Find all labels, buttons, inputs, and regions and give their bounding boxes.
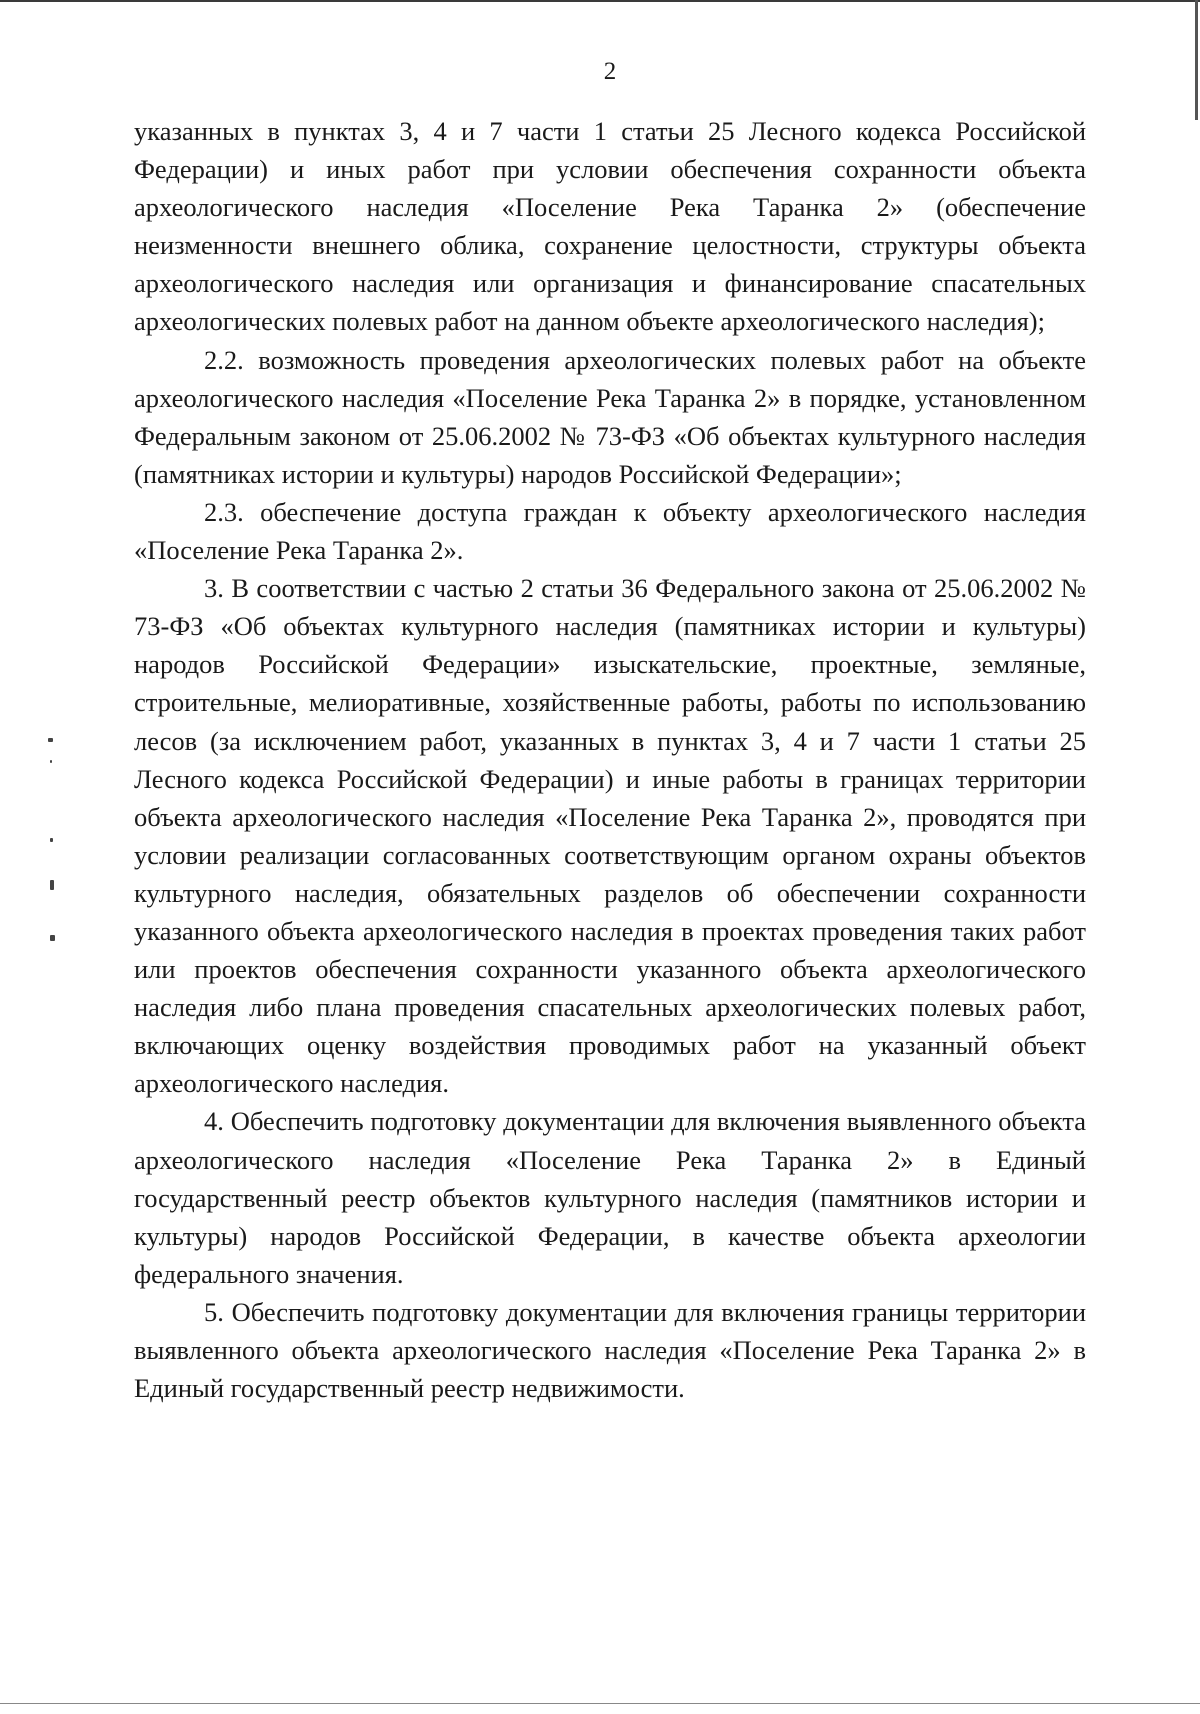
paragraph-5: 5. Обеспечить подготовку документации для включения границы территории выявленного объекта археологического наследия «Поселение Река Таранка 2» в Единый государственный реестр недвижимости. (134, 1296, 1086, 1404)
paragraph-4: 4. Обеспечить подготовку документации для включения выявленного объекта археологического наследия «Поселение Река Таранка 2» в Единый государственный реестр объектов культурного наследия (памятников истории и культуры) народов Российской Федерации, в качестве объекта археологии федерального значения. (134, 1106, 1086, 1289)
scan-edge-bottom (0, 1703, 1200, 1704)
scan-edge-top (0, 0, 1200, 2)
margin-speck (50, 880, 54, 890)
page-number: 2 (603, 58, 617, 85)
paragraph-2-3: 2.3. обеспечение доступа граждан к объекту археологического наследия «Поселение Река Таранка 2». (134, 496, 1086, 566)
paragraph-continuation: указанных в пунктах 3, 4 и 7 части 1 статьи 25 Лесного кодекса Российской Федерации) и иных работ при условии обеспечения сохранности объекта археологического наследия «Поселение Река Таранка 2» (обеспечение неизменности внешнего облика, сохранение целостности, структуры объекта археологического наследия или организация и финансирование спасательных археологических полевых работ на данном объекте археологического наследия); (134, 116, 1086, 337)
margin-speck (48, 738, 53, 742)
margin-speck (50, 838, 53, 842)
paragraph-3: 3. В соответствии с частью 2 статьи 36 Федерального закона от 25.06.2002 № 73-ФЗ «Об объектах культурного наследия (памятниках истории и культуры) народов Российской Федерации» изыскательские, проектные, земляные, строительные, мелиоративные, хозяйственные работы, работы по использованию лесов (за исключением работ, указанных в пунктах 3, 4 и 7 части 1 статьи 25 Лесного кодекса Российской Федерации) и иные работы в границах территории объекта археологического наследия «Поселение Река Таранка 2», проводятся при условии реализации согласованных соответствующим органом охраны объектов культурного наследия, обязательных разделов об обеспечении сохранности указанного объекта археологического наследия в проектах проведения таких работ или проектов обеспечения сохранности указанного объекта археологического наследия либо плана проведения спасательных археологических полевых работ, включающих оценку воздействия проводимых работ на указанный объект археологического наследия. (134, 573, 1086, 1099)
document-body (134, 112, 1086, 1407)
paragraph-2-2: 2.2. возможность проведения археологических полевых работ на объекте археологического наследия «Поселение Река Таранка 2» в порядке, установленном Федеральным законом от 25.06.2002 № 73-ФЗ «Об объектах культурного наследия (памятниках истории и культуры) народов Российской Федерации»; (134, 344, 1086, 489)
margin-speck (50, 935, 55, 941)
margin-speck (50, 760, 52, 763)
